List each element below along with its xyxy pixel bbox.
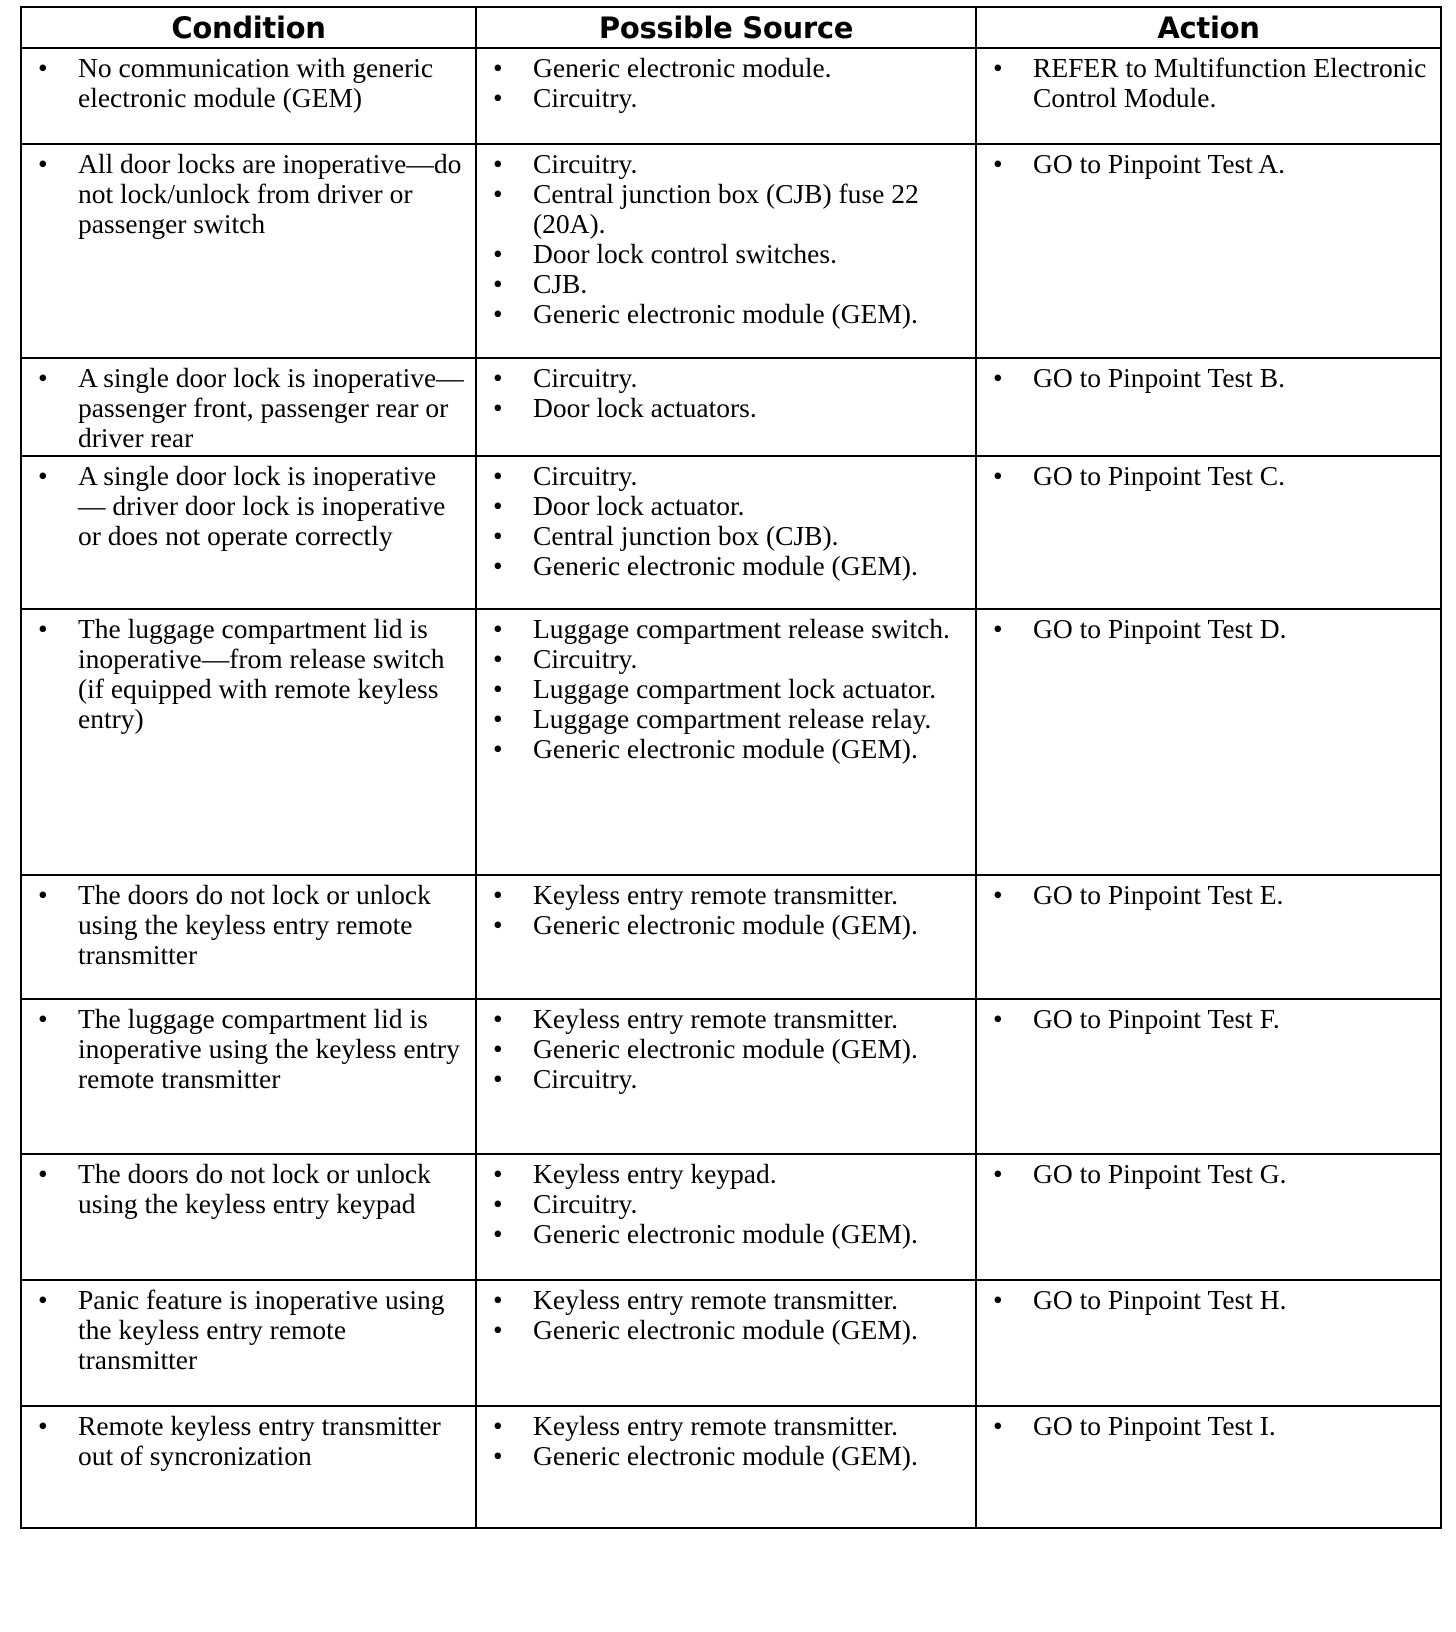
table-row	[21, 609, 1441, 875]
possible-source-item: • Generic electronic module (GEM).	[485, 551, 967, 581]
condition-text: • The doors do not lock or unlock using the keyless entry keypad	[30, 1159, 467, 1219]
action-cell	[976, 875, 1441, 999]
possible-source-cell	[476, 609, 976, 875]
possible-source-item: • Generic electronic module (GEM).	[485, 1441, 967, 1471]
header-row	[21, 7, 1441, 48]
symptom-chart-table	[20, 6, 1442, 1529]
header-action: Action	[976, 7, 1441, 48]
possible-source-item: • Circuitry.	[485, 644, 967, 674]
table-header	[21, 7, 1441, 48]
table-row	[21, 1406, 1441, 1528]
possible-source-item: • Luggage compartment release relay.	[485, 704, 967, 734]
table-body	[21, 48, 1441, 1528]
action-cell	[976, 1406, 1441, 1528]
action-text: • GO to Pinpoint Test B.	[985, 363, 1432, 393]
condition-text: • No communication with generic electronic module (GEM)	[30, 53, 467, 113]
table-row	[21, 456, 1441, 609]
action-cell	[976, 1280, 1441, 1406]
possible-source-item: • Generic electronic module (GEM).	[485, 734, 967, 764]
action-text: • REFER to Multifunction Electronic Control Module.	[985, 53, 1432, 113]
condition-cell	[21, 1154, 476, 1280]
possible-source-cell	[476, 48, 976, 144]
condition-text: • All door locks are inoperative—do not lock/unlock from driver or passenger switch	[30, 149, 467, 239]
possible-source-item: • Door lock control switches.	[485, 239, 967, 269]
action-cell	[976, 609, 1441, 875]
possible-source-item: • Circuitry.	[485, 83, 967, 113]
condition-text: • Panic feature is inoperative using the keyless entry remote transmitter	[30, 1285, 467, 1375]
condition-text: • A single door lock is inoperative—passenger front, passenger rear or driver rear	[30, 363, 467, 453]
header-possible-source: Possible Source	[476, 7, 976, 48]
possible-source-cell	[476, 1154, 976, 1280]
possible-source-cell	[476, 999, 976, 1154]
header-condition: Condition	[21, 7, 476, 48]
condition-cell	[21, 144, 476, 358]
action-text: • GO to Pinpoint Test D.	[985, 614, 1432, 644]
possible-source-cell	[476, 456, 976, 609]
action-text: • GO to Pinpoint Test E.	[985, 880, 1432, 910]
possible-source-item: • Keyless entry remote transmitter.	[485, 1285, 967, 1315]
condition-cell	[21, 875, 476, 999]
possible-source-item: • Keyless entry keypad.	[485, 1159, 967, 1189]
possible-source-item: • Generic electronic module.	[485, 53, 967, 83]
possible-source-item: • Door lock actuator.	[485, 491, 967, 521]
possible-source-item: • Luggage compartment lock actuator.	[485, 674, 967, 704]
possible-source-item: • Central junction box (CJB).	[485, 521, 967, 551]
table-row	[21, 358, 1441, 456]
possible-source-item: • Central junction box (CJB) fuse 22 (20A).	[485, 179, 967, 239]
table-row	[21, 48, 1441, 144]
action-text: • GO to Pinpoint Test H.	[985, 1285, 1432, 1315]
condition-cell	[21, 1406, 476, 1528]
action-cell	[976, 48, 1441, 144]
possible-source-item: • Circuitry.	[485, 461, 967, 491]
possible-source-item: • Circuitry.	[485, 1064, 967, 1094]
condition-cell	[21, 48, 476, 144]
condition-text: • A single door lock is inoperative — driver door lock is inoperative or does not operate correctly	[30, 461, 467, 551]
possible-source-item: • Keyless entry remote transmitter.	[485, 880, 967, 910]
possible-source-cell	[476, 1280, 976, 1406]
action-text: • GO to Pinpoint Test G.	[985, 1159, 1432, 1189]
condition-text: • The luggage compartment lid is inoperative—from release switch (if equipped with remote keyless entry)	[30, 614, 467, 734]
possible-source-item: • Generic electronic module (GEM).	[485, 910, 967, 940]
possible-source-item: • Luggage compartment release switch.	[485, 614, 967, 644]
possible-source-item: • CJB.	[485, 269, 967, 299]
condition-cell	[21, 456, 476, 609]
table-row	[21, 144, 1441, 358]
possible-source-cell	[476, 875, 976, 999]
possible-source-cell	[476, 144, 976, 358]
table-row	[21, 999, 1441, 1154]
table-row	[21, 1280, 1441, 1406]
possible-source-item: • Keyless entry remote transmitter.	[485, 1004, 967, 1034]
action-text: • GO to Pinpoint Test F.	[985, 1004, 1432, 1034]
table-row	[21, 1154, 1441, 1280]
possible-source-item: • Generic electronic module (GEM).	[485, 299, 967, 329]
possible-source-item: • Generic electronic module (GEM).	[485, 1315, 967, 1345]
action-text: • GO to Pinpoint Test C.	[985, 461, 1432, 491]
action-cell	[976, 456, 1441, 609]
possible-source-item: • Generic electronic module (GEM).	[485, 1219, 967, 1249]
condition-cell	[21, 1280, 476, 1406]
possible-source-item: • Generic electronic module (GEM).	[485, 1034, 967, 1064]
action-cell	[976, 999, 1441, 1154]
possible-source-item: • Door lock actuators.	[485, 393, 967, 423]
condition-text: • The luggage compartment lid is inoperative using the keyless entry remote transmitter	[30, 1004, 467, 1094]
possible-source-cell	[476, 1406, 976, 1528]
condition-cell	[21, 999, 476, 1154]
condition-cell	[21, 358, 476, 456]
condition-text: • The doors do not lock or unlock using the keyless entry remote transmitter	[30, 880, 467, 970]
action-cell	[976, 144, 1441, 358]
table-row	[21, 875, 1441, 999]
possible-source-cell	[476, 358, 976, 456]
action-text: • GO to Pinpoint Test A.	[985, 149, 1432, 179]
condition-cell	[21, 609, 476, 875]
possible-source-item: • Keyless entry remote transmitter.	[485, 1411, 967, 1441]
action-cell	[976, 1154, 1441, 1280]
possible-source-item: • Circuitry.	[485, 363, 967, 393]
action-text: • GO to Pinpoint Test I.	[985, 1411, 1432, 1441]
action-cell	[976, 358, 1441, 456]
condition-text: • Remote keyless entry transmitter out of syncronization	[30, 1411, 467, 1471]
possible-source-item: • Circuitry.	[485, 149, 967, 179]
possible-source-item: • Circuitry.	[485, 1189, 967, 1219]
